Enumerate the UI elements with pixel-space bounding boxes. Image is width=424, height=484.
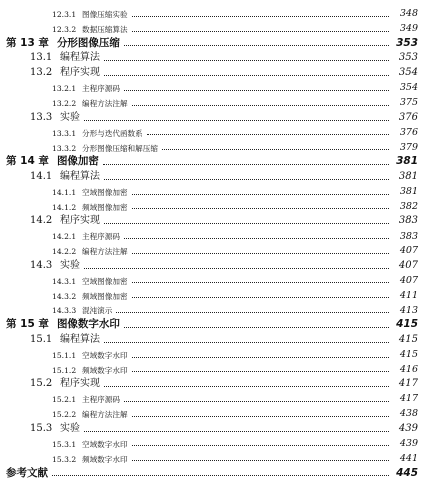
dot-leader xyxy=(132,371,389,372)
dot-leader xyxy=(104,179,389,180)
toc-entry-page-number: 381 xyxy=(396,155,418,168)
toc-subsection-row xyxy=(0,4,424,19)
toc-entry-page-number: 348 xyxy=(399,8,418,20)
toc-section-row xyxy=(0,419,424,434)
toc-section-row xyxy=(0,167,424,182)
toc-entry-page-number: 375 xyxy=(399,97,418,109)
toc-entry-number: 13.1 xyxy=(30,52,53,64)
toc-entry-title: 频域图像加密 xyxy=(82,291,128,301)
toc-entry-number: 第 14 章 xyxy=(6,155,49,168)
dot-leader xyxy=(103,164,389,165)
dot-leader xyxy=(124,238,389,239)
toc-entry-page-number: 411 xyxy=(399,289,418,301)
toc-entry-title: 图像压缩实验 xyxy=(82,10,128,20)
toc-entry-number: 15.2.1 xyxy=(52,395,77,405)
dot-leader xyxy=(132,105,389,106)
toc-entry-number: 15.3.1 xyxy=(52,439,77,449)
toc-subsection-row xyxy=(0,137,424,152)
dot-leader xyxy=(132,357,389,358)
toc-entry-title: 编程方法注解 xyxy=(82,247,128,257)
toc-section-row xyxy=(0,256,424,271)
toc-entry-title: 实验 xyxy=(60,259,80,271)
toc-chapter-row xyxy=(0,152,424,167)
toc-entry-number: 13.3.2 xyxy=(52,143,77,153)
toc-entry-number: 12.3.1 xyxy=(52,10,77,20)
toc-subsection-row xyxy=(0,434,424,449)
toc-subsection-row xyxy=(0,19,424,34)
toc-entry-page-number: 353 xyxy=(396,36,418,49)
toc-entry-page-number: 416 xyxy=(399,363,418,375)
dot-leader xyxy=(132,445,389,446)
toc-chapter-row xyxy=(0,315,424,330)
toc-entry-page-number: 407 xyxy=(398,259,418,271)
toc-entry-title: 图像数字水印 xyxy=(56,318,120,331)
toc-entry-page-number: 353 xyxy=(398,52,418,64)
toc-subsection-row xyxy=(0,345,424,360)
toc-entry-title: 编程方法注解 xyxy=(82,99,128,109)
toc-subsection-row xyxy=(0,448,424,463)
dot-leader xyxy=(132,31,389,32)
toc-chapter-row xyxy=(0,34,424,49)
toc-entry-number: 14.1 xyxy=(30,170,53,182)
dot-leader xyxy=(52,475,389,476)
dot-leader xyxy=(124,45,389,46)
dot-leader xyxy=(84,431,389,432)
dot-leader xyxy=(162,149,389,150)
dot-leader xyxy=(84,120,389,121)
toc-entry-page-number: 354 xyxy=(398,67,418,79)
toc-subsection-row xyxy=(0,78,424,93)
toc-subsection-row xyxy=(0,271,424,286)
dot-leader xyxy=(132,16,389,17)
toc-entry-title: 分形与迭代函数系 xyxy=(82,128,143,138)
toc-entry-number: 14.2.2 xyxy=(52,247,77,257)
toc-entry-page-number: 441 xyxy=(399,452,418,464)
toc-chapter-row xyxy=(0,463,424,478)
toc-entry-page-number: 439 xyxy=(399,437,418,449)
toc-entry-number: 第 15 章 xyxy=(6,318,49,331)
toc-entry-title: 空域数字水印 xyxy=(82,439,128,449)
toc-entry-number: 第 13 章 xyxy=(6,36,49,49)
toc-entry-title: 编程算法 xyxy=(60,333,100,345)
toc-entry-number: 14.3.2 xyxy=(52,291,77,301)
toc-entry-title: 分形图像压缩和解压缩 xyxy=(82,143,158,153)
toc-section-row xyxy=(0,63,424,78)
dot-leader xyxy=(132,253,389,254)
dot-leader xyxy=(132,194,389,195)
toc-entry-page-number: 354 xyxy=(399,82,418,94)
dot-leader xyxy=(132,460,389,461)
toc-entry-title: 实验 xyxy=(60,111,80,123)
toc-entry-page-number: 382 xyxy=(399,200,418,212)
dot-leader xyxy=(124,90,389,91)
dot-leader xyxy=(104,342,389,343)
toc-section-row xyxy=(0,108,424,123)
toc-entry-title: 参考文献 xyxy=(6,466,48,479)
toc-section-row xyxy=(0,374,424,389)
dot-leader xyxy=(132,282,389,283)
toc-entry-number: 15.1 xyxy=(30,333,53,345)
toc-entry-number: 13.2 xyxy=(30,67,53,79)
toc-entry-number: 15.1.2 xyxy=(52,365,77,375)
toc-entry-page-number: 415 xyxy=(399,349,418,360)
dot-leader xyxy=(132,297,389,298)
dot-leader xyxy=(104,75,389,76)
toc-entry-number: 13.3.1 xyxy=(52,128,77,138)
toc-entry-page-number: 417 xyxy=(398,378,418,390)
toc-entry-page-number: 439 xyxy=(398,422,418,434)
toc-subsection-row xyxy=(0,93,424,108)
toc-entry-title: 主程序源码 xyxy=(82,232,120,242)
toc-entry-number: 14.3.1 xyxy=(52,276,77,286)
toc-entry-number: 13.2.2 xyxy=(52,99,77,109)
toc-entry-number: 14.2.1 xyxy=(52,232,77,242)
toc-entry-page-number: 438 xyxy=(399,408,418,420)
toc-section-row xyxy=(0,48,424,63)
toc-entry-title: 频域数字水印 xyxy=(82,365,128,375)
toc-subsection-row xyxy=(0,123,424,138)
toc-entry-number: 15.2 xyxy=(30,378,53,390)
dot-leader xyxy=(132,208,389,209)
toc-entry-page-number: 413 xyxy=(399,304,418,316)
toc-entry-page-number: 381 xyxy=(398,170,418,182)
toc-entry-title: 图像加密 xyxy=(56,155,99,168)
toc-entry-number: 14.3.3 xyxy=(52,306,77,316)
toc-entry-title: 频域图像加密 xyxy=(82,202,128,212)
toc-section-row xyxy=(0,330,424,345)
toc-entry-page-number: 376 xyxy=(398,111,418,123)
toc-subsection-row xyxy=(0,300,424,315)
toc-entry-page-number: 379 xyxy=(399,141,418,153)
dot-leader xyxy=(104,386,389,387)
toc-entry-title: 程序实现 xyxy=(60,378,100,390)
toc-entry-number: 13.3 xyxy=(30,111,53,123)
toc-subsection-row xyxy=(0,182,424,197)
toc-entry-page-number: 415 xyxy=(396,318,418,331)
toc-subsection-row xyxy=(0,226,424,241)
toc-entry-title: 分形图像压缩 xyxy=(56,36,120,49)
toc-entry-number: 14.3 xyxy=(30,259,53,271)
toc-entry-page-number: 445 xyxy=(396,466,418,479)
toc-entry-number: 12.3.2 xyxy=(52,25,77,35)
dot-leader xyxy=(147,134,389,135)
toc-entry-title: 混沌演示 xyxy=(82,306,113,316)
toc-entry-number: 15.1.1 xyxy=(52,350,77,360)
toc-entry-page-number: 407 xyxy=(399,245,418,257)
toc-entry-page-number: 376 xyxy=(399,126,418,138)
dot-leader xyxy=(132,416,389,417)
toc-entry-title: 程序实现 xyxy=(60,215,100,227)
toc-subsection-row xyxy=(0,241,424,256)
toc-entry-page-number: 415 xyxy=(398,333,418,345)
toc-subsection-row xyxy=(0,197,424,212)
toc-section-row xyxy=(0,211,424,226)
toc-entry-title: 空域图像加密 xyxy=(82,276,128,286)
dot-leader xyxy=(124,401,389,402)
toc-entry-title: 程序实现 xyxy=(60,67,100,79)
toc-entry-title: 频域数字水印 xyxy=(82,454,128,464)
toc-entry-page-number: 407 xyxy=(399,274,418,286)
toc-entry-number: 15.2.2 xyxy=(52,410,77,420)
toc-entry-number: 14.2 xyxy=(30,215,53,227)
toc-entry-number: 14.1.2 xyxy=(52,202,77,212)
toc-entry-title: 主程序源码 xyxy=(82,395,120,405)
toc-subsection-row xyxy=(0,285,424,300)
toc-entry-page-number: 417 xyxy=(399,393,418,405)
toc-entry-title: 编程算法 xyxy=(60,52,100,64)
toc-entry-number: 15.3.2 xyxy=(52,454,77,464)
toc-entry-number: 15.3 xyxy=(30,422,53,434)
dot-leader xyxy=(124,327,389,328)
dot-leader xyxy=(84,268,389,269)
toc-subsection-row xyxy=(0,389,424,404)
toc-entry-title: 主程序源码 xyxy=(82,84,120,94)
toc-entry-page-number: 349 xyxy=(399,23,418,35)
toc-entry-title: 编程方法注解 xyxy=(82,410,128,420)
toc-subsection-row xyxy=(0,404,424,419)
toc-entry-title: 编程算法 xyxy=(60,170,100,182)
toc-subsection-row xyxy=(0,360,424,375)
toc-entry-page-number: 383 xyxy=(398,215,418,227)
toc-entry-title: 实验 xyxy=(60,422,80,434)
dot-leader xyxy=(104,223,389,224)
dot-leader xyxy=(104,60,389,61)
toc-entry-title: 空域图像加密 xyxy=(82,187,128,197)
toc-entry-title: 数据压缩算法 xyxy=(82,25,128,35)
toc-entry-title: 空域数字水印 xyxy=(82,350,128,360)
toc-entry-page-number: 381 xyxy=(399,186,418,198)
toc-entry-number: 13.2.1 xyxy=(52,84,77,94)
toc-entry-number: 14.1.1 xyxy=(52,187,77,197)
toc-entry-page-number: 383 xyxy=(399,230,418,242)
dot-leader xyxy=(116,312,389,313)
